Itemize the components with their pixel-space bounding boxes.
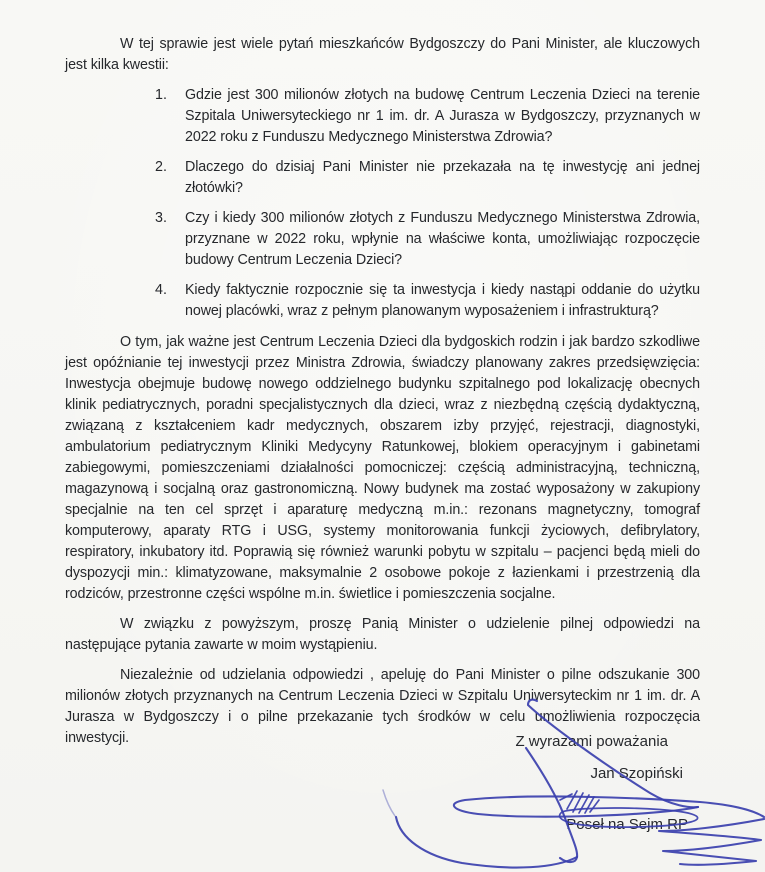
body-paragraph-request: W związku z powyższym, proszę Panią Minister o udzielenie pilnej odpowiedzi na następujące pytania zawarte w moim wystąpieniu. xyxy=(65,616,700,653)
question-item-2 xyxy=(155,157,700,199)
question-item-3 xyxy=(155,208,700,271)
question-number: 4. xyxy=(155,282,167,298)
question-item-4 xyxy=(155,280,700,322)
body-paragraph-scope: O tym, jak ważne jest Centrum Leczenia Dzieci dla bydgoskich rodzin i jak bardzo szkodliwe jest opóźnianie tej inwestycji przez Ministra Zdrowia, świadczy planowany zakres przedsięwzięcia: Inwestycja obejmuje budowę nowego oddzielnego budynku szpitalnego pod lokalizację obecnych klinik pediatrycznych, poradni specjalistycznych dla dzieci, wraz z niezbędną częścią dydaktyczną, związaną z kształceniem kadr medycznych, obszarem izby przyjęć, rejestracji, diagnostyki, ambulatorium pediatrycznym Kliniki Medycyny Ratunkowej, blokiem operacyjnym i gabinetami zabiegowymi, pomieszczeniami działalności pomocniczej: częścią administracyjną, techniczną, magazynową i socjalną oraz gastronomiczną. Nowy budynek ma zostać wyposażony w zakupiony specjalnie na ten cel sprzęt i aparaturę medyczną m.in.: rezonans magnetyczny, tomograf komputerowy, aparaty RTG i USG, systemy monitorowania funkcji życiowych, defibrylatory, respiratory, inkubatory itd. Poprawią się również warunki pobytu w szpitalu – pacjenci będą mieli do dyspozycji min.: klimatyzowane, maksymalnie 2 osobowe pokoje z łazienkami i przestrzenią dla rodziców, przestronne części wspólne m.in. świetlice i pomieszczenia socjalne. xyxy=(65,334,700,602)
questions-list xyxy=(155,85,700,322)
question-number: 2. xyxy=(155,159,167,175)
body-paragraph-appeal: Niezależnie od udzielania odpowiedzi , apeluję do Pani Minister o pilne odszukanie 300 milionów złotych przyznanych na Centrum Leczenia Dzieci w Szpitalu Uniwersyteckim nr 1 im. dr. A Jurasza w Bydgoszczy i o pilne przekazanie tych środków w celu umożliwienia rozpoczęcia inwestycji. xyxy=(65,667,700,746)
closing-block xyxy=(515,734,688,833)
valediction-text: Z wyrazami poważania xyxy=(515,733,668,750)
question-text: Dlaczego do dzisiaj Pani Minister nie przekazała na tę inwestycję ani jednej złotówki? xyxy=(185,159,700,196)
signature-stroke-faint-start xyxy=(383,790,395,816)
intro-paragraph: W tej sprawie jest wiele pytań mieszkańców Bydgoszczy do Pani Minister, ale kluczowych jest kilka kwestii: xyxy=(65,36,700,73)
signer-title: Poseł na Sejm RP xyxy=(566,816,688,833)
question-number: 1. xyxy=(155,87,167,103)
question-number: 3. xyxy=(155,210,167,226)
question-text: Gdzie jest 300 milionów złotych na budowę Centrum Leczenia Dzieci na terenie Szpitala Uniwersyteckiego nr 1 im. dr. A Jurasza w Bydgoszczy, przyznanych w 2022 roku z Funduszu Medycznego Ministerstwa Zdrowia? xyxy=(185,87,700,145)
letter-body xyxy=(65,34,700,758)
question-text: Kiedy faktycznie rozpocznie się ta inwestycja i kiedy nastąpi oddanie do użytku nowej placówki, wraz z pełnym planowanym wyposażeniem i infrastrukturą? xyxy=(185,282,700,319)
question-text: Czy i kiedy 300 milionów złotych z Funduszu Medycznego Ministerstwa Zdrowia, przyznane w 2022 roku, wpłynie na właściwe konta, umożliwiając rozpoczęcie budowy Centrum Leczenia Dzieci? xyxy=(185,210,700,268)
signer-name: Jan Szopiński xyxy=(590,765,683,782)
question-item-1 xyxy=(155,85,700,148)
